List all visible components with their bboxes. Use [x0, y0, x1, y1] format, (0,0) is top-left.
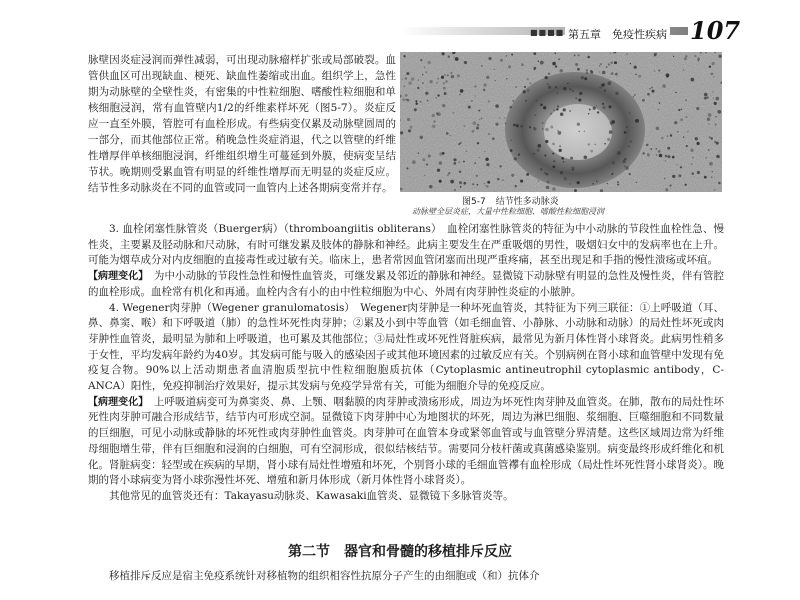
figure-subcaption: 动脉壁全层炎症，大量中性粒细胞、嗜酸性粒细胞浸润	[412, 207, 604, 216]
paragraph-other-vasculitis-text: 其他常见的血管炎还有：Takayasu动脉炎、Kawasaki血管炎、显微镜下多脉管炎等。	[109, 489, 514, 502]
paragraph-buerger	[88, 222, 724, 269]
header-squares: ■■■■	[530, 28, 565, 37]
figure-caption-label: 图5-7	[462, 197, 486, 207]
paragraph-wegener-pathology-text: 上呼吸道病变可为鼻窦炎、鼻、上颚、咽黏膜的肉芽肿或溃疡形成，周边为坏死性肉芽肿及血管炎。在肺，散布的局灶性坏死性肉芽肿可融合形成结节，结节内可形成空洞。显微镜下肉芽肿中心为地图状的坏死，周边为淋巴细胞、浆细胞、巨噬细胞和不同数量的巨细胞，可见小动脉或静脉的坏死性或肉芽肿性血管炎。肉芽肿可在血管本身或紧邻血管或与血管壁分界清楚。这些区域周边常为纤维母细胞增生带，伴有巨细胞和浸润的白细胞，可有空洞形成，很似结核结节。需要同分枝杆菌或真菌感染鉴别。病变最终形成纤维化和机化。肾脏病变：轻型或在疾病的早期，肾小球有局灶性增殖和坏死，个别肾小球的毛细血管襻有血栓形成（局灶性坏死性肾小球肾炎）。晚期的肾小球病变为肾小球弥漫性坏死、增殖和新月体形成（新月体性肾小球肾炎）。	[88, 395, 725, 487]
pathology-tag: 【病理变化】	[88, 396, 144, 408]
paragraph-other-vasculitis	[88, 489, 724, 505]
left-column-paragraph: 脉壁因炎症浸润而弹性减弱，可出现动脉瘤样扩张或局部破裂。血管供血区可出现缺血、梗死、缺血性萎缩或出血。组织学上，急性期为动脉壁的全壁性炎，有密集的中性粒细胞、嗜酸性粒细胞和单核细胞浸润，常有血管壁内1/2的纤维素样坏死（图5-7）。炎症反应一直至外膜，管腔可有血栓形成。有些病变仅累及动脉壁圆周的一部分，而其他部位正常。稍晚急性炎症消退，代之以管壁的纤维性增厚伴单核细胞浸润，纤维组织增生可蔓延到外膜，使病变呈结节状。晚期则受累血管有明显的纤维性增厚而无明显的炎症反应。结节性多动脉炎在不同的血管或同一血管内上述各期病变常并存。	[88, 54, 396, 194]
paragraph-buerger-pathology-text: 为中小动脉的节段性急性和慢性血管炎，可继发累及邻近的静脉和神经。显微镜下动脉壁有明显的急性及慢性炎，伴有管腔的血栓形成。血栓常有机化和再通。血栓内含有小的由中性粒细胞为中心、外周有肉芽肿性炎症的小脓肿。	[88, 270, 725, 298]
section-heading: 第二节 器官和骨髓的移植排斥反应	[288, 544, 512, 560]
paragraph-buerger-text: 3. 血栓闭塞性脉管炎（Buerger病）（thromboangiitis obliterans） 血栓闭塞性脉管炎的特征为中小动脉的节段性血栓性急、慢性炎，主要累及胫动脉和尺动脉，有时可继发累及肢体的静脉和神经。此病主要发生在严重吸烟的男性，吸烟妇女中的发病率也在上升。可能为烟草成分对内皮细胞的直接毒性或过敏有关。临床上，患者常因血管闭塞而出现严重疼痛，甚至出现足和手指的慢性溃疡或坏疽。	[88, 223, 724, 267]
main-body	[88, 222, 724, 505]
running-header-chapter: 第五章 免疫性疾病	[565, 26, 670, 42]
paragraph-wegener	[88, 301, 724, 395]
paragraph-wegener-text: 4. Wegener肉芽肿（Wegener granulomatosis） Wegener肉芽肿是一种坏死血管炎，其特征为下列三联征：①上呼吸道（耳、鼻、鼻窦、喉）和下呼吸道（肺）的急性坏死性肉芽肿；②累及小到中等血管（如毛细血管、小静脉、小动脉和动脉）的局灶性坏死或肉芽肿性血管炎，最明显为肺和上呼吸道，也可累及其他部位；③局灶性或坏死性肾脏疾病，最常见为新月体性肾小球肾炎。此病男性稍多于女性，平均发病年龄约为40岁。其发病可能与吸入的感染因子或其他环境因素的过敏反应有关。个别病例在肾小球和血管壁中发现有免疫复合物。90%以上活动期患者血清胞质型抗中性粒细胞胞质抗体（Cytoplasmic antineutrophil cytoplasmic antibody，C-ANCA）阳性，免疫抑制治疗效果好，提示其发病与免疫学异常有关，可能为细胞介导的免疫反应。	[88, 301, 724, 393]
section-intro-line: 移植排斥反应是宿主免疫系统针对移植物的组织相容性抗原分子产生的由细胞或（和）抗体介	[109, 570, 540, 582]
page-number: 107	[690, 16, 741, 45]
paragraph-buerger-pathology	[88, 269, 724, 300]
figure-caption-text: 结节性多动脉炎	[495, 197, 559, 207]
paragraph-wegener-pathology	[88, 395, 724, 489]
histology-figure	[400, 52, 722, 192]
pathology-tag: 【病理变化】	[88, 271, 144, 283]
histology-micrograph	[400, 52, 722, 192]
